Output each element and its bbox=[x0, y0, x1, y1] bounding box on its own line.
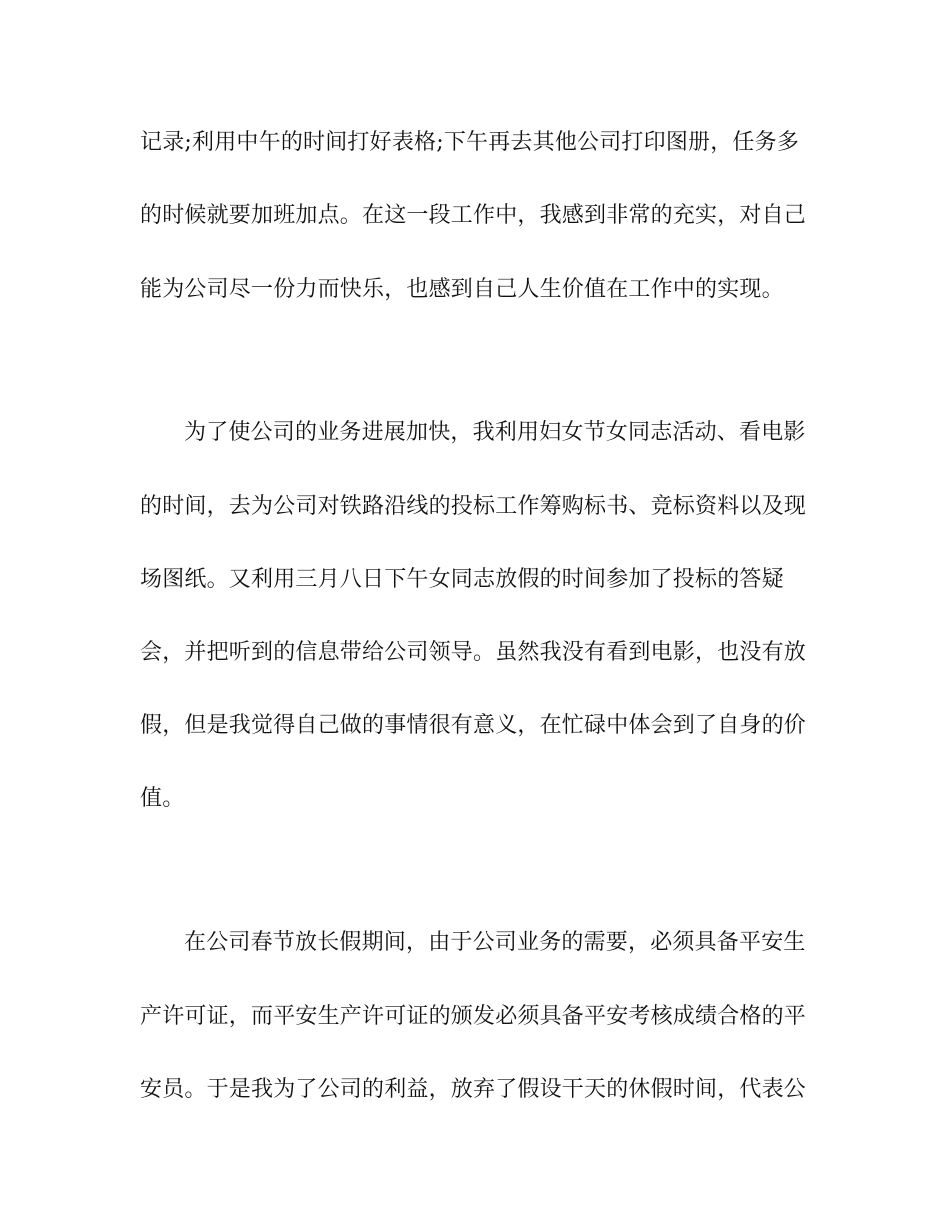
paragraph-3-line-2: 产许可证，而平安生产许可证的颁发必须具备平安考核成绩合格的平 bbox=[140, 1004, 807, 1029]
paragraph-1-line-1: 记录;利用中午的时间打好表格;下午再去其他公司打印图册，任务多 bbox=[140, 130, 800, 155]
paragraph-2-line-3: 场图纸。又利用三月八日下午女同志放假的时间参加了投标的答疑 bbox=[140, 567, 784, 592]
paragraph-2-line-5: 假，但是我觉得自己做的事情很有意义，在忙碌中体会到了自身的价 bbox=[140, 713, 807, 738]
paragraph-3-line-3: 安员。于是我为了公司的利益，放弃了假设干天的休假时间，代表公 bbox=[140, 1077, 807, 1102]
paragraph-2-line-2: 的时间，去为公司对铁路沿线的投标工作筹购标书、竞标资料以及现 bbox=[140, 494, 807, 519]
paragraph-2-line-4: 会，并把听到的信息带给公司领导。虽然我没有看到电影，也没有放 bbox=[140, 640, 807, 665]
paragraph-2-line-1: 为了使公司的业务进展加快，我利用妇女节女同志活动、看电影 bbox=[184, 420, 806, 445]
paragraph-1-line-3: 能为公司尽一份力而快乐，也感到自己人生价值在工作中的实现。 bbox=[140, 277, 784, 302]
paragraph-1-line-2: 的时候就要加班加点。在这一段工作中，我感到非常的充实，对自己 bbox=[140, 203, 807, 228]
paragraph-2-line-6: 值。 bbox=[140, 786, 185, 811]
paragraph-3-line-1: 在公司春节放长假期间，由于公司业务的需要，必须具备平安生 bbox=[184, 930, 806, 955]
